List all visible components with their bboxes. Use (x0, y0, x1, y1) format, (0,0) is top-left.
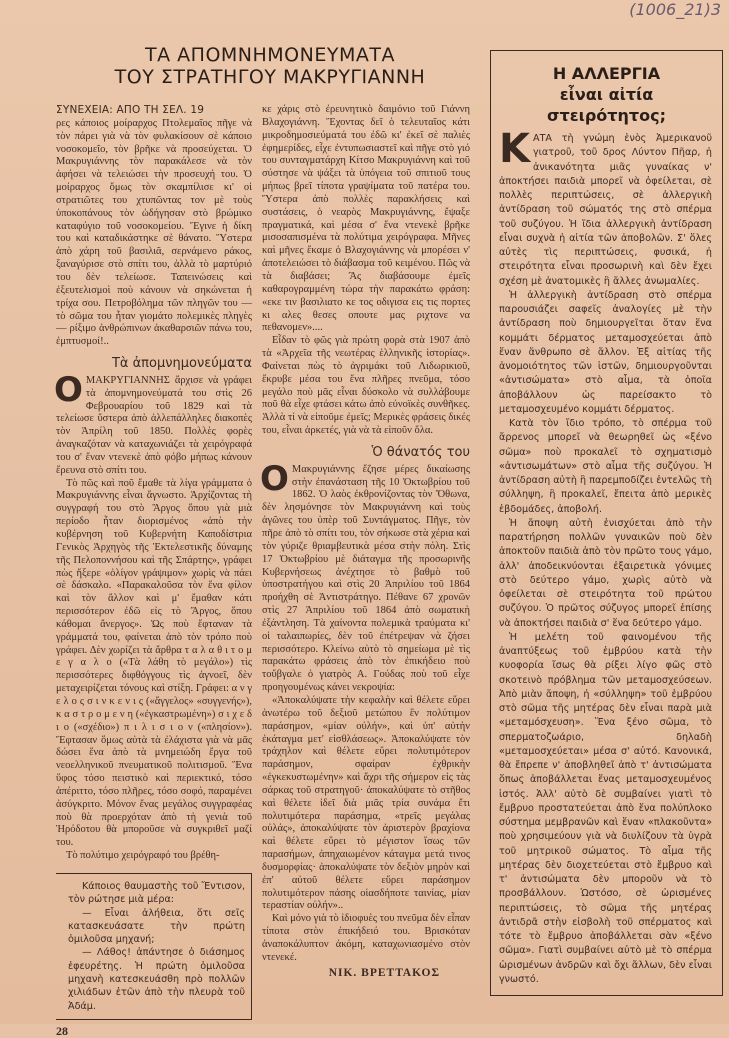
article-paragraph (54, 369, 252, 478)
article-paragraph: κε χάρις στὸ ἐρευνητικὸ δαιμόνιο τοῦ Γιάννη Βλαχογιάννη. Ἔχοντας δεῖ ὁ τελευταῖος κάτι μικροδημοσιεύματά του ἐδῶ κι' ἐκεῖ σὲ παλιὲς ἐφημερίδες, εἶχε ἐντυπωσιαστεῖ καὶ πῆγε στὸ γιό του συνταγματάρχη Κίτσο Μακρυγιάννη καὶ τοῦ σύστησε νὰ ψάξει τὰ ὑπόγεια τοῦ σπιτιοῦ τους μήπως βρεῖ τίποτα γραψίματα τοῦ πατέρα του. Ὕστερα ἀπὸ πολλὲς παρακλήσεις καὶ συστάσεις, ὁ νεαρὸς Μακρυγιάννης, ἔψαξε πραγματικά, καὶ μέσα σ' ἕνα ντενεκὲ βρῆκε μισοσαπισμένα τὰ πολύτιμα χειρόγραφα. Μῆνες καὶ μῆνες ἔκαμε ὁ Βλαχογιάννης νὰ μπορέσει ν' ἀποτελειώσει τὸ διάβασμα τοῦ κειμένου. Πῶς νὰ τὰ διαβάσει; Ἂς διαβάσουμε ἐμεῖς καθαρογραμμένη τώρα τὴν παρακάτω φράση: «εκε τιν βασιλιατο κε τος οδιγισα εις τις πορτες κι αλες θεσες οπουτε μας ριχτονε να πεθανομεν».... (262, 104, 470, 334)
subheading-death: Ὁ θάνατός του (371, 444, 470, 460)
article-column-1 (56, 104, 252, 1038)
edison-anecdote-box (56, 873, 252, 1020)
article-paragraph (260, 458, 470, 695)
continuation-note: ΣΥΝΕΧΕΙΑ: ΑΠΟ ΤΗ ΣΕΛ. 19 (56, 104, 205, 116)
paragraph-text: ΜΑΚΡΥΓΙΑΝΝΗΣ ἄρχισε νὰ γράφει τὰ ἀπομνημονεύματά του στὶς 26 Φεβρουαρίου τοῦ 1829 καὶ τὰ τελείωσε ὕστερα ἀπὸ ἀλλεπάλληλες διακοπὲς τὸν Ἀπρίλη τοῦ 1850. Πολλὲς φορὲς ἀναγκαζόταν νὰ καταχωνιάζει τὰ χειρόγραφά του σ' ἕναν ντενεκὲ ἀπὸ φόβο μήπως κάνουν ἔρευνα στὸ σπίτι του. (56, 374, 252, 476)
sidebar-title-line: στειρότητος; (547, 106, 666, 125)
article-paragraph: Τὸ πολύτιμο χειρόγραφό του βρέθη- (66, 850, 220, 862)
page-number: 28 (56, 1023, 68, 1038)
drop-cap: Ο (260, 458, 289, 499)
article-title-line-1: ΤΑ ΑΠΟΜΝΗΜΟΝΕΥΜΑΤΑ (145, 44, 395, 66)
subheading-memoirs: Τὰ ἀπομνημονεύματα (111, 356, 252, 372)
article-paragraph: Καὶ μόνο γιὰ τὸ ἰδιοφυὲς του πνεῦμα δὲν εἶπαν τίποτα στὸν ἐπικήδειό του. Βρισκόταν ἀναποκάλυπτον ἀκόμη, καταχωνιασμένο στὸν ντενεκέ. (262, 913, 470, 963)
handwritten-reference: (1006_21)3 (629, 0, 721, 19)
anecdote-text: Κάποιος θαυμαστὴς τοῦ Ἔντισον, τὸν ρώτησε μιὰ μέρα: (68, 880, 245, 906)
paragraph-text: ΑΤΑ τὴ γνώμη ἑνὸς Ἀμερικανοῦ γιατροῦ, τοῦ δρος Λύντον Πῆαρ, ἡ ἀνικανότητα μιᾶς γυναίκας ν' ἀποκτήσει παιδιὰ μπορεῖ νὰ ὀφείλεται, σὲ πολλὲς περιπτώσεις, σὲ ἀλλεργικὴ ἀντίδραση τοῦ σώματός της στὸ σπέρμα τοῦ συζύγου. Ἡ ἴδια ἀλλεργικὴ ἀντίδραση εἶναι συχνὰ ἡ αἰτία τῶν ἀποβολῶν. Σ' ὅλες αὐτὲς τὶς περιπτώσεις, φυσικά, ἡ στειρότητα εἶναι προσωρινὴ καὶ δὲν ἔχει σχέση μὲ ἀνατομικὲς ἢ ἄλλες ἀνωμαλίες. (499, 133, 712, 287)
sidebar-body (499, 126, 712, 987)
article-title-line-2: ΤΟΥ ΣΤΡΑΤΗΓΟΥ ΜΑΚΡΥΓΙΑΝΝΗ (114, 66, 426, 88)
anecdote-text: — Λάθος! ἀπάντησε ὁ διάσημος ἐφευρέτης. Ἡ πρώτη ὁμιλοῦσα μηχανὴ κατεσκευάσθη πρὸ πολλῶν χιλιάδων ἐτῶν ἀπὸ τὴν πλευρὰ τοῦ Ἀδάμ. (68, 947, 245, 1012)
anecdote-text: — Εἶναι ἀλήθεια, ὅτι σεῖς κατασκευάσατε τὴν πρώτη ὁμιλοῦσα μηχανή; (68, 907, 245, 946)
sidebar-paragraph: Κατὰ τὸν ἴδιο τρόπο, τὸ σπέρμα τοῦ ἄρρενος μπορεῖ νὰ θεωρηθεῖ ὡς «ξένο σῶμα» ποὺ προκαλεῖ τὸ σχηματισμὸ «ἀντισωμάτων» στὸ αἷμα τῆς συζύγου. Ἡ ἀντίδραση αὐτὴ ἢ παρεμποδίζει ἐντελῶς τὴ σύλληψη, ἢ προκαλεῖ, ἔπειτα ἀπὸ μερικὲς ἑβδομάδες, ἀποβολή. (499, 418, 712, 515)
paragraph-text: Μακρυγιάννης ἔζησε μέρες δικαίωσης στὴν ἐπανάσταση τῆς 10 Ὀκτωβρίου τοῦ 1862. Ὁ λαὸς ἐκθρονίζοντας τὸν Ὄθωνα, δὲν λησμόνησε τὸν Μακρυγιάννη καὶ τοὺς ἀγῶνες του ὑπὲρ τοῦ Συντάγματος. Πῆγε, τὸν πῆρε ἀπὸ τὸ σπίτι του, τὸν σήκωσε στὰ χέρια καὶ τὸν γύριζε θριαμβευτικὰ μέσα στὴν πόλη. Στὶς 17 Ὀκτωβρίου μὲ διάταγμα τῆς προσωρινῆς Κυβερνήσεως ἀνέχτησε τὸ βαθμὸ τοῦ ὑποστρατήγου καὶ στὶς 20 Ἀπριλίου τοῦ 1864 προήχθη σὲ Ἀντιστράτηγο. Πέθανε 67 χρονῶν στὶς 27 Ἀπριλίου τοῦ 1864 ἀπὸ σωματικὴ ἐξάντληση. Τὰ χαίνοντα πολεμικὰ τραύματα κι' οἱ ταλαιπωρίες, δὲν τοῦ ἐπέτρεψαν νὰ ζήσει περισσότερο. Κλείνω αὐτὸ τὸ σημείωμα μὲ τὶς παρακάτω φράσεις ἀπὸ τὸν ἐπικήδειο ποὺ τοὔβγαλε ὁ γιατρὸς Α. Γούδας ποὺ τοῦ εἶχε προηγουμένως κάνει νεκροψία: (262, 463, 470, 694)
sidebar-title-line: εἶναι αἰτία (559, 85, 654, 104)
sidebar-paragraph (499, 126, 712, 289)
article-paragraph: Εἶδαν τὸ φῶς γιὰ πρώτη φορὰ στὰ 1907 ἀπὸ τὰ «Ἀρχεῖα τῆς νεωτέρας ἑλληνικῆς ἱστορίας». Φαίνεται πὼς τὸ ἀγριμάκι τοῦ Λιδωρικιοῦ, ἔκρυβε μέσα του ἕνα πλῆρες πνεῦμα, τόσο μεγάλο ποὺ μᾶς εἶναι δύσκολο νὰ συλλάβουμε ποῦ θὰ εἶχε φτάσει κάτω ἀπὸ εὐνοϊκὲς συνθῆκες. Ἀλλὰ τί νὰ εἰποῦμε ἐμεῖς; Μερικὲς φράσεις δικές του, εἶναι ἀρκετές, γιὰ νὰ τὰ εἰποῦν ὅλα. (262, 335, 470, 437)
eulogy-quote: «Ἀποκαλύψατε τὴν κεφαλὴν καὶ θέλετε εὕρει ἀνωτέρω τοῦ δεξιοῦ μετώπου ἓν πολύτιμον παράσημον, «μίαν οὐλήν», καὶ ὑπ' αὐτὴν ἐκάταγμα μετ' εἰσθλάσεως». Ἀποκαλύψατε τὸν τράχηλον καὶ θέλετε εὕρει πολυτιμότερον παράσημον, σφαίραν ἐχθρικὴν «ἐγκεκυστωμένην» καὶ ἄχρι τῆς σήμερον εἰς τὰς σάρκας τοῦ στρατηγοῦ· ἀποκαλύψατε τὸ στῆθος καὶ θέλετε ἰδεῖ διὰ μιᾶς τρία συνάμα ἔτι πολυτιμότερα παράσημα, «τρεῖς μεγάλας οὐλάς», ἀποκαλύψατε τὸν ἀριστερὸν βραχίονα καὶ θέλετε εὕρει τὸ μέγιστον ἴσως τῶν παρασήμων, ἀπηχαιωμένον κάταγμα μετά τινος δυσμορφίας· ἀποκαλύψατε τὸν δεξιὸν μηρὸν καὶ ἐπ' αὐτοῦ θέλετε εὕρει παράσημον πολυτιμότερον πάσης οἱασδήποτε ταινίας, μίαν τεραστίαν οὐλήν».. (262, 694, 470, 912)
sidebar-paragraph: Ἡ ἄποψη αὐτὴ ἐνισχύεται ἀπὸ τὴν παρατήρηση πολλῶν γυναικῶν ποὺ δὲν ἀποκτοῦν παιδιὰ ἀπὸ τὸν πρῶτο τους γάμο, ἀλλ' ἀποδεικνύονται ἐξαιρετικὰ γόνιμες στὸ δεύτερο γάμο, χωρὶς αὐτὸ νὰ ὀφείλεται σὲ στειρότητα τοῦ πρώτου συζύγου. Ὁ πρῶτος σύζυγος μπορεῖ ἐπίσης νὰ ἀποκτήσει παιδιὰ σ' ἕνα δεύτερο γάμο. (499, 517, 712, 629)
article-paragraph: ρες κάποιος μοίραρχος Πτολεμαῖος πῆγε νὰ τὸν πάρει γιὰ νὰ τὸν φυλακίσουν σὲ κάποιο νοσοκομεῖο, τὸν βρῆκε νὰ προσεύχεται. Ὁ Μακρυγιάννης τὸν παρακάλεσε νὰ τὸν ἀφήσει νὰ τελειώσει τὴν προσευχή του. Ὁ μοίραρχος ὅμως τὸν σκαμπίλισε κι' οἱ στρατιῶτες του χτυπῶντας τον μὲ τοὺς ὑποκοπάνους τὸν ὡδήγησαν στὸ βρώμικο καταφύγιο τοῦ νοσοκομείου. Ἔγινε ἡ δίκη του καὶ καταδικάστηκε σὲ θάνατο. Ὕστερα ἀπὸ χάρη τοῦ βασιλιᾶ, σερνάμενο ράκος, ξαναγύρισε στὸ σπίτι του, ἀλλὰ τὸ μαρτύριό του δὲν τελείωσε. Ταπεινώσεις καὶ ἐξευτελισμοὶ ποὺ κάνουν νὰ σηκώνεται ἡ τρίχα σου. Πετροβόλημα τῶν πληγῶν του — τὸ σῶμα του ἦταν γιομάτο πολεμικὲς πληγὲς — ρίξιμο ἀνθρώπινων ἀκαθαρσιῶν πάνω του, ἐμπτυσμοί!.. (56, 117, 252, 348)
sidebar-title-line: Η ΑΛΛΕΡΓΙΑ (552, 64, 661, 83)
drop-cap: Κ (499, 126, 530, 172)
sidebar-title (499, 63, 714, 126)
sidebar-paragraph: Ἡ μελέτη τοῦ φαινομένου τῆς ἀναπτύξεως τοῦ ἐμβρύου κατὰ τὴν κυοφορία ἴσως θὰ ρίξει λίγο φῶς στὸ σκοτεινὸ πρόβλημα τῶν μεταμοσχεύσεων. Ἀπὸ μιὰν ἄποψη, ἡ «σύλληψη» τοῦ ἐμβρύου στὸ σῶμα τῆς μητέρας δὲν εἶναι παρὰ μιὰ «μεταμόσχευση». Ἕνα ξένο σῶμα, τὸ σπερματοζωάριο, δηλαδὴ «μεταμοσχεύεται» μέσα σ' αὐτό. Κανονικά, θὰ ἔπρεπε ν' ἀποβληθεῖ ἀπὸ τ' ἀντισώματα ὅπως ἀποβάλλεται ἕνας μεταμοσχευμένος ἱστός. Ἀλλ' αὐτὸ δὲ συμβαίνει γιατὶ τὸ ἔμβρυο προστατεύεται ἀπὸ ἕνα πολύπλοκο σύστημα μεμβρανῶν καὶ ἕναν «πλακοῦντα» ποὺ χρησιμεύουν γιὰ νὰ διυλίζουν τὰ ὑγρὰ τοῦ μητρικοῦ σώματος. Τὸ αἷμα τῆς μητέρας δὲν διοχετεύεται στὸ ἔμβρυο καὶ τ' ἀντισώματα δὲν μποροῦν νὰ τὸ προσβάλλουν. Ὡστόσο, σὲ ὡρισμένες περιπτώσεις, τὸ σῶμα τῆς μητέρας ἀντιδρᾶ στὴν εἰσβολὴ τοῦ σπέρματος καὶ τότε τὸ ἔμβρυο ἀποβάλλεται σὰν «ξένο σῶμα». Γιατὶ συμβαίνει αὐτὸ μὲ τὸ σπέρμα ὡρισμένων ἀνδρῶν καὶ ὄχι ἄλλων, δὲν εἶναι γνωστό. (499, 631, 712, 985)
article-paragraph: Τὸ πῶς καὶ ποῦ ἔμαθε τὰ λίγα γράμματα ὁ Μακρυγιάννης εἶναι ἄγνωστο. Ἀρχίζοντας τὴ συγγραφή του στὸ Ἄργος ὅπου γιὰ μιὰ περίοδο ἦταν διορισμένος «ἀπὸ τὴν κυβέρνηση τοῦ Κυβερνήτη Καποδίστρια Γενικὸς Ἀρχηγὸς τῆς Ἐκτελεστικῆς δύναμης τῆς Πελοποννήσου καὶ τῆς Σπάρτης», γράφει πὼς ἤξερε «ὀλίγον γράψιμον» χωρὶς νὰ πάει σὲ δάσκαλο. «Παρακαλοῦσα τὸν ἕνα φίλον καὶ τὸν ἄλλον καὶ μ' ἔμαθαν κάτι περισσότερον ἐδῶ εἰς τὸ Ἄργος, ὅπου κάθομαι ἄνεργος». Ὡς ποὺ ἔφταναν τὰ γράμματά του, φαίνεται ἀπὸ τὸν τρόπο ποὺ γράφει. Δὲν χωρίζει τὰ ἄρθρα τ α λ α θ ι τ ο μ ε γ α λ ο («Τὰ λάθη τὸ μεγάλο») τὶς περισσότερες διφθόγγους τὶς ἀγνοεῖ, δὲν μεταχειρίζεται τόνους καὶ στίξη. Γράφει: α ν γ ε λ ο ς σ ι ν κ ε ν ι ς («ἄγγελος» «συγγενής»), κ α σ τ ρ ο μ ε ν η («ἐγκαστρωμένη») σ ι χ ε δ ι ο («σχέδιο») π ι λ ι σ ι ο ν («πλησίον»). Ἔφτασαν ὅμως αὐτὰ τὰ ἐλάχιστα γιὰ νὰ μᾶς δώσει ἕνα ἀπὸ τὰ μνημειώδη ἔργα τοῦ νεοελληνικοῦ πνευματικοῦ πολιτισμοῦ. Ἕνα ὕφος τόσο πειστικὸ καὶ περιεκτικό, τόσο ἀπέριττο, τόσο πλῆρες, τόσο σοφό, παραμένει ἀσύγκριτο. Μόνον ἕνας μεγάλος συγγραφέας ποὺ θὰ προερχόταν ἀπὸ τὴ γενιὰ τοῦ Ἡρόδοτου θὰ μποροῦσε νὰ συγκριθεῖ μαζί του. (56, 477, 252, 849)
allergy-sidebar (490, 50, 723, 996)
article-column-2 (262, 104, 470, 980)
drop-cap: Ο (54, 369, 83, 410)
article-title (60, 44, 480, 88)
sidebar-paragraph: Ἡ ἀλλεργικὴ ἀντίδραση στὸ σπέρμα παρουσιάζει σαφεῖς ἀναλογίες μὲ τὴν ἀντίδραση ποὺ δημιουργεῖται ὅταν ἕνα κομμάτι δέρματος μεταμοσχεύεται ἀπὸ ἕναν ἄνθρωπο σὲ ἄλλον. Ἐξ αἰτίας τῆς ἀνομοιότητος τῶν ἱστῶν, δημιουργοῦνται «ἀντισώματα» στὸ αἷμα, τὰ ὁποῖα ἀποβάλλουν ὡς παρείσακτο τὸ μεταμοσχευμένο κομμάτι δέρματος. (499, 289, 712, 415)
author-signature: ΝΙΚ. ΒΡΕΤΤΑΚΟΣ (328, 966, 440, 979)
